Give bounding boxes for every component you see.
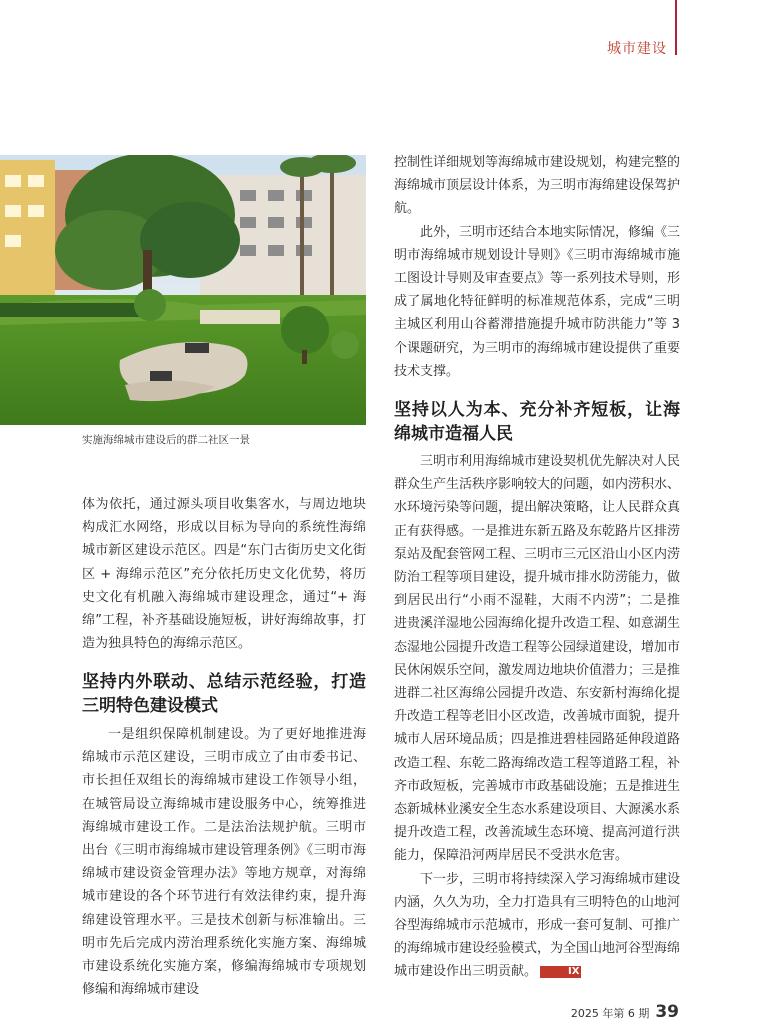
left-paragraph-2: 一是组织保障机制建设。为了更好地推进海绵城市示范区建设，三明市成立了由市委书记、市长担任双组长的海绵城市建设工作领导小组，在城管局设立海绵城市建设服务中心，统筹推进海绵城市建设工作。二是法治法规护航。三明市出台《三明市海绵城市建设管理条例》《三明市海绵城市建设资金管理办法》等地方规章，对海绵城市建设的各个环节进行有效法律约束，提升海绵建设管理水平。三是技术创新与标准输出。三明市先后完成内涝治理系统化实施方案、海绵城市建设系统化实施方案，修编海绵城市专项规划修编和海绵城市建设 bbox=[82, 727, 366, 998]
right-paragraph-1: 控制性详细规划等海绵城市建设规划，构建完整的海绵城市顶层设计体系，为三明市海绵建设保驾护航。 bbox=[394, 155, 681, 217]
article-end-mark: IX bbox=[540, 966, 581, 978]
right-heading-block bbox=[394, 398, 680, 446]
issue-label: 2025 年第 6 期 bbox=[570, 1007, 650, 1020]
left-column bbox=[82, 493, 366, 655]
left-paragraph-1: 体为依托，通过源头项目收集客水，与周边地块构成汇水网络，形成以目标为导向的系统性海绵城市新区建设示范区。四是“东门古街历史文化街区 + 海绵示范区”充分依托历史文化优势，将历史文化有机融入海绵城市建设理念，通过“+ 海绵”工程，补齐基础设施短板，讲好海绵故事，打造为独具特色的海绵示范区。 bbox=[82, 497, 366, 652]
page-footer bbox=[571, 1002, 679, 1022]
right-paragraph-4-text: 下一步，三明市将持续深入学习海绵城市建设内涵，久久为功，全力打造具有三明特色的山地河谷型海绵城市示范城市，形成一套可复制、可推广的海绵城市建设经验模式，为全国山地河谷型海绵城市建设作出三明贡献。 bbox=[394, 871, 681, 980]
right-body-block bbox=[394, 450, 680, 984]
right-paragraph-4 bbox=[394, 868, 680, 984]
community-photo bbox=[0, 155, 366, 425]
header-rule bbox=[675, 0, 677, 55]
right-paragraph-3: 三明市利用海绵城市建设契机优先解决对人民群众生产生活秩序影响较大的问题，如内涝积水、水环境污染等问题，提出解决策略，让人民群众真正有获得感。一是推进东新五路及东乾路片区排涝泵站及配套管网工程、三明市三元区沿山小区内涝防治工程等项目建设，提升城市排水防涝能力，做到居民出行“小雨不湿鞋，大雨不内涝”；二是推进贵溪洋湿地公园海绵化提升改造工程、如意湖生态湿地公园提升改造工程等公园绿道建设，增加市民休闲娱乐空间，激发周边地块价值潜力；三是推进群二社区海绵公园提升改造、东安新村海绵化提升改造工程等老旧小区改造，改善城市面貌，提升城市人居环境品质；四是推进碧桂园路延伸段道路改造工程、东乾二路海绵改造工程等道路工程，补齐市政短板，完善城市市政基础设施；五是推进生态新城林业溪安全生态水系建设项目、大源溪水系提升改造工程，改善流域生态环境、提高河道行洪能力，保障沿河两岸居民不受洪水危害。 bbox=[394, 454, 681, 864]
left-heading-block bbox=[82, 670, 366, 718]
left-body-block bbox=[82, 723, 366, 1001]
section-tag: 城市建设 bbox=[607, 41, 667, 57]
page-number: 39 bbox=[655, 1002, 679, 1022]
right-section-heading: 坚持以人为本、充分补齐短板，让海绵城市造福人民 bbox=[394, 400, 680, 444]
left-section-heading: 坚持内外联动、总结示范经验，打造三明特色建设模式 bbox=[82, 672, 366, 716]
photo-caption: 实施海绵城市建设后的群二社区一景 bbox=[82, 434, 250, 446]
right-top-block bbox=[394, 151, 680, 383]
right-paragraph-2: 此外，三明市还结合本地实际情况，修编《三明市海绵城市规划设计导则》《三明市海绵城市施工图设计导则及审查要点》等一系列技术导则，形成了属地化特征鲜明的标准规范体系，完成“三明主城区利用山谷蓄滞措施提升城市防洪能力”等 3 个课题研究，为三明市的海绵城市建设提供了重要技术支撑。 bbox=[394, 224, 681, 379]
